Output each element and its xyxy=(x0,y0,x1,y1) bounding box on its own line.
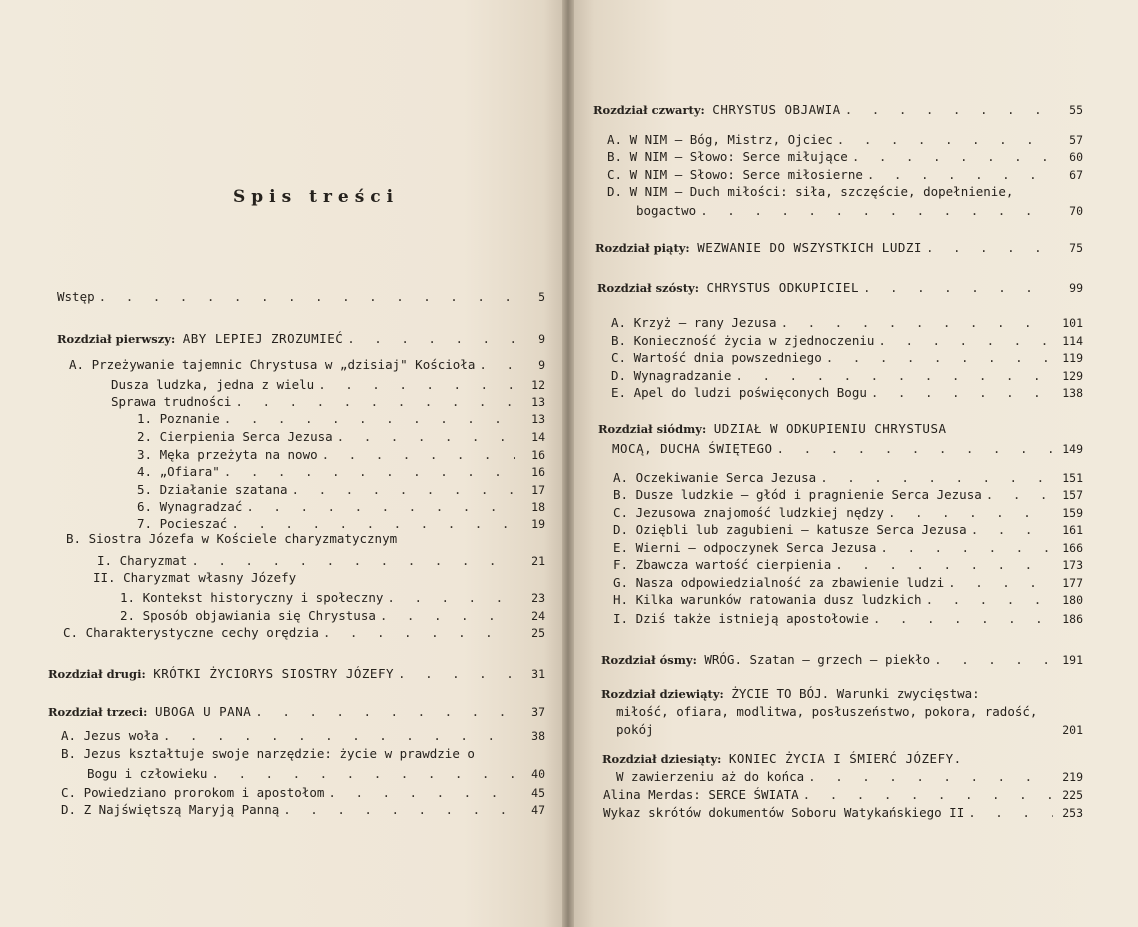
toc-chapter-10: Rozdział dziesiąty: KONIEC ŻYCIA I ŚMIERĆ JÓZEFY. xyxy=(602,751,962,766)
toc-chapter-1: Rozdział pierwszy: ABY LEPIEJ ZROZUMIEĆ . . . 9 xyxy=(57,330,545,348)
toc-chapter-7-cont: MOCĄ, DUCHA ŚWIĘTEGO . . . 149 xyxy=(612,440,1083,458)
toc-chapter-6: Rozdział szósty: CHRYSTUS ODKUPICIEL . . . 99 xyxy=(597,279,1083,297)
toc-entry: E. Wierni — odpoczynek Serca Jezusa . . . 166 xyxy=(613,539,1083,557)
toc-entry: C. Jezusowa znajomość ludzkiej nędzy . . . 159 xyxy=(613,504,1083,522)
toc-entry: bogactwo . . . 70 xyxy=(636,202,1083,220)
toc-entry: B. Jezus kształtuje swoje narzędzie: życie w prawdzie o xyxy=(61,746,475,761)
toc-entry: C. Powiedziano prorokom i apostołom . . . 45 xyxy=(61,784,545,802)
toc-entry: W zawierzeniu aż do końca . . . 219 xyxy=(616,768,1083,786)
toc-title: Spis treści xyxy=(233,187,400,207)
toc-entry: 3. Męka przeżyta na nowo . . . 16 xyxy=(137,446,545,464)
toc-entry: A. Jezus woła . . . 38 xyxy=(61,727,545,745)
toc-entry: F. Zbawcza wartość cierpienia . . . 173 xyxy=(613,556,1083,574)
toc-chapter-9-cont: miłość, ofiara, modlitwa, posłuszeństwo, pokora, radość, xyxy=(616,704,1038,719)
toc-entry: I. Charyzmat . . . 21 xyxy=(97,552,545,570)
toc-entry: 1. Poznanie . . . 13 xyxy=(137,410,545,428)
toc-entry: Alina Merdas: SERCE ŚWIATA . . . 225 xyxy=(603,786,1083,804)
toc-entry: Sprawa trudności . . . 13 xyxy=(111,393,545,411)
toc-entry: A. Oczekiwanie Serca Jezusa . . . 151 xyxy=(613,469,1083,487)
toc-entry: A. Krzyż — rany Jezusa . . . 101 xyxy=(611,314,1083,332)
toc-entry: D. Oziębli lub zagubieni — katusze Serca Jezusa . . . 161 xyxy=(613,521,1083,539)
toc-entry: G. Nasza odpowiedzialność za zbawienie ludzi . . . 177 xyxy=(613,574,1083,592)
toc-entry: Dusza ludzka, jedna z wielu . . . 12 xyxy=(111,376,545,394)
toc-entry: C. Charakterystyczne cechy orędzia . . . 25 xyxy=(63,624,545,642)
toc-entry-intro: Wstęp . . . 5 xyxy=(57,288,545,306)
toc-entry: H. Kilka warunków ratowania dusz ludzkich . . . 180 xyxy=(613,591,1083,609)
toc-entry: II. Charyzmat własny Józefy xyxy=(93,570,297,585)
toc-entry: 6. Wynagradzać . . . 18 xyxy=(137,498,545,516)
toc-chapter-9: Rozdział dziewiąty: ŻYCIE TO BÓJ. Warunki zwycięstwa: xyxy=(601,686,980,701)
toc-entry: 7. Pocieszać . . . 19 xyxy=(137,515,545,533)
book-gutter xyxy=(562,0,574,927)
toc-entry: C. Wartość dnia powszedniego . . . 119 xyxy=(611,349,1083,367)
toc-entry: 1. Kontekst historyczny i społeczny . . . 23 xyxy=(120,589,545,607)
toc-entry: E. Apel do ludzi poświęconych Bogu . . . 138 xyxy=(611,384,1083,402)
toc-entry: B. Dusze ludzkie — głód i pragnienie Serca Jezusa . . . 157 xyxy=(613,486,1083,504)
toc-chapter-7: Rozdział siódmy: UDZIAŁ W ODKUPIENIU CHRYSTUSA xyxy=(598,421,947,436)
toc-entry: A. W NIM — Bóg, Mistrz, Ojciec . . . 57 xyxy=(607,131,1083,149)
toc-chapter-2: Rozdział drugi: KRÓTKI ŻYCIORYS SIOSTRY JÓZEFY . . . 31 xyxy=(48,665,545,683)
toc-entry: C. W NIM — Słowo: Serce miłosierne . . . 67 xyxy=(607,166,1083,184)
toc-chapter-5: Rozdział piąty: WEZWANIE DO WSZYSTKICH LUDZI . . . 75 xyxy=(595,239,1083,257)
toc-entry: 2. Cierpienia Serca Jezusa . . . 14 xyxy=(137,428,545,446)
toc-entry: D. W NIM — Duch miłości: siła, szczęście, dopełnienie, xyxy=(607,184,1014,199)
toc-entry: I. Dziś także istnieją apostołowie . . . 186 xyxy=(613,610,1083,628)
toc-entry: Bogu i człowieku . . . 40 xyxy=(87,765,545,783)
toc-entry: 5. Działanie szatana . . . 17 xyxy=(137,481,545,499)
toc-chapter-8: Rozdział ósmy: WRÓG. Szatan — grzech — piekło . . . 191 xyxy=(601,651,1083,669)
toc-chapter-9-cont2: pokój 201 xyxy=(616,722,1083,737)
toc-entry: D. Wynagradzanie . . . 129 xyxy=(611,367,1083,385)
toc-entry: B. W NIM — Słowo: Serce miłujące . . . 60 xyxy=(607,148,1083,166)
toc-entry: 4. „Ofiara" . . . 16 xyxy=(137,463,545,481)
toc-entry: B. Siostra Józefa w Kościele charyzmatycznym xyxy=(66,531,398,546)
toc-entry: A. Przeżywanie tajemnic Chrystusa w „dzisiaj" Kościoła . . . 9 xyxy=(69,356,545,374)
toc-entry: 2. Sposób objawiania się Chrystusa . . . 24 xyxy=(120,607,545,625)
toc-chapter-3: Rozdział trzeci: UBOGA U PANA . . . 37 xyxy=(48,703,545,721)
toc-entry: D. Z Najświętszą Maryją Panną . . . 47 xyxy=(61,801,545,819)
toc-chapter-4: Rozdział czwarty: CHRYSTUS OBJAWIA . . . 55 xyxy=(593,101,1083,119)
toc-entry: B. Konieczność życia w zjednoczeniu . . . 114 xyxy=(611,332,1083,350)
toc-entry: Wykaz skrótów dokumentów Soboru Watykańskiego II . . . 253 xyxy=(603,804,1083,822)
